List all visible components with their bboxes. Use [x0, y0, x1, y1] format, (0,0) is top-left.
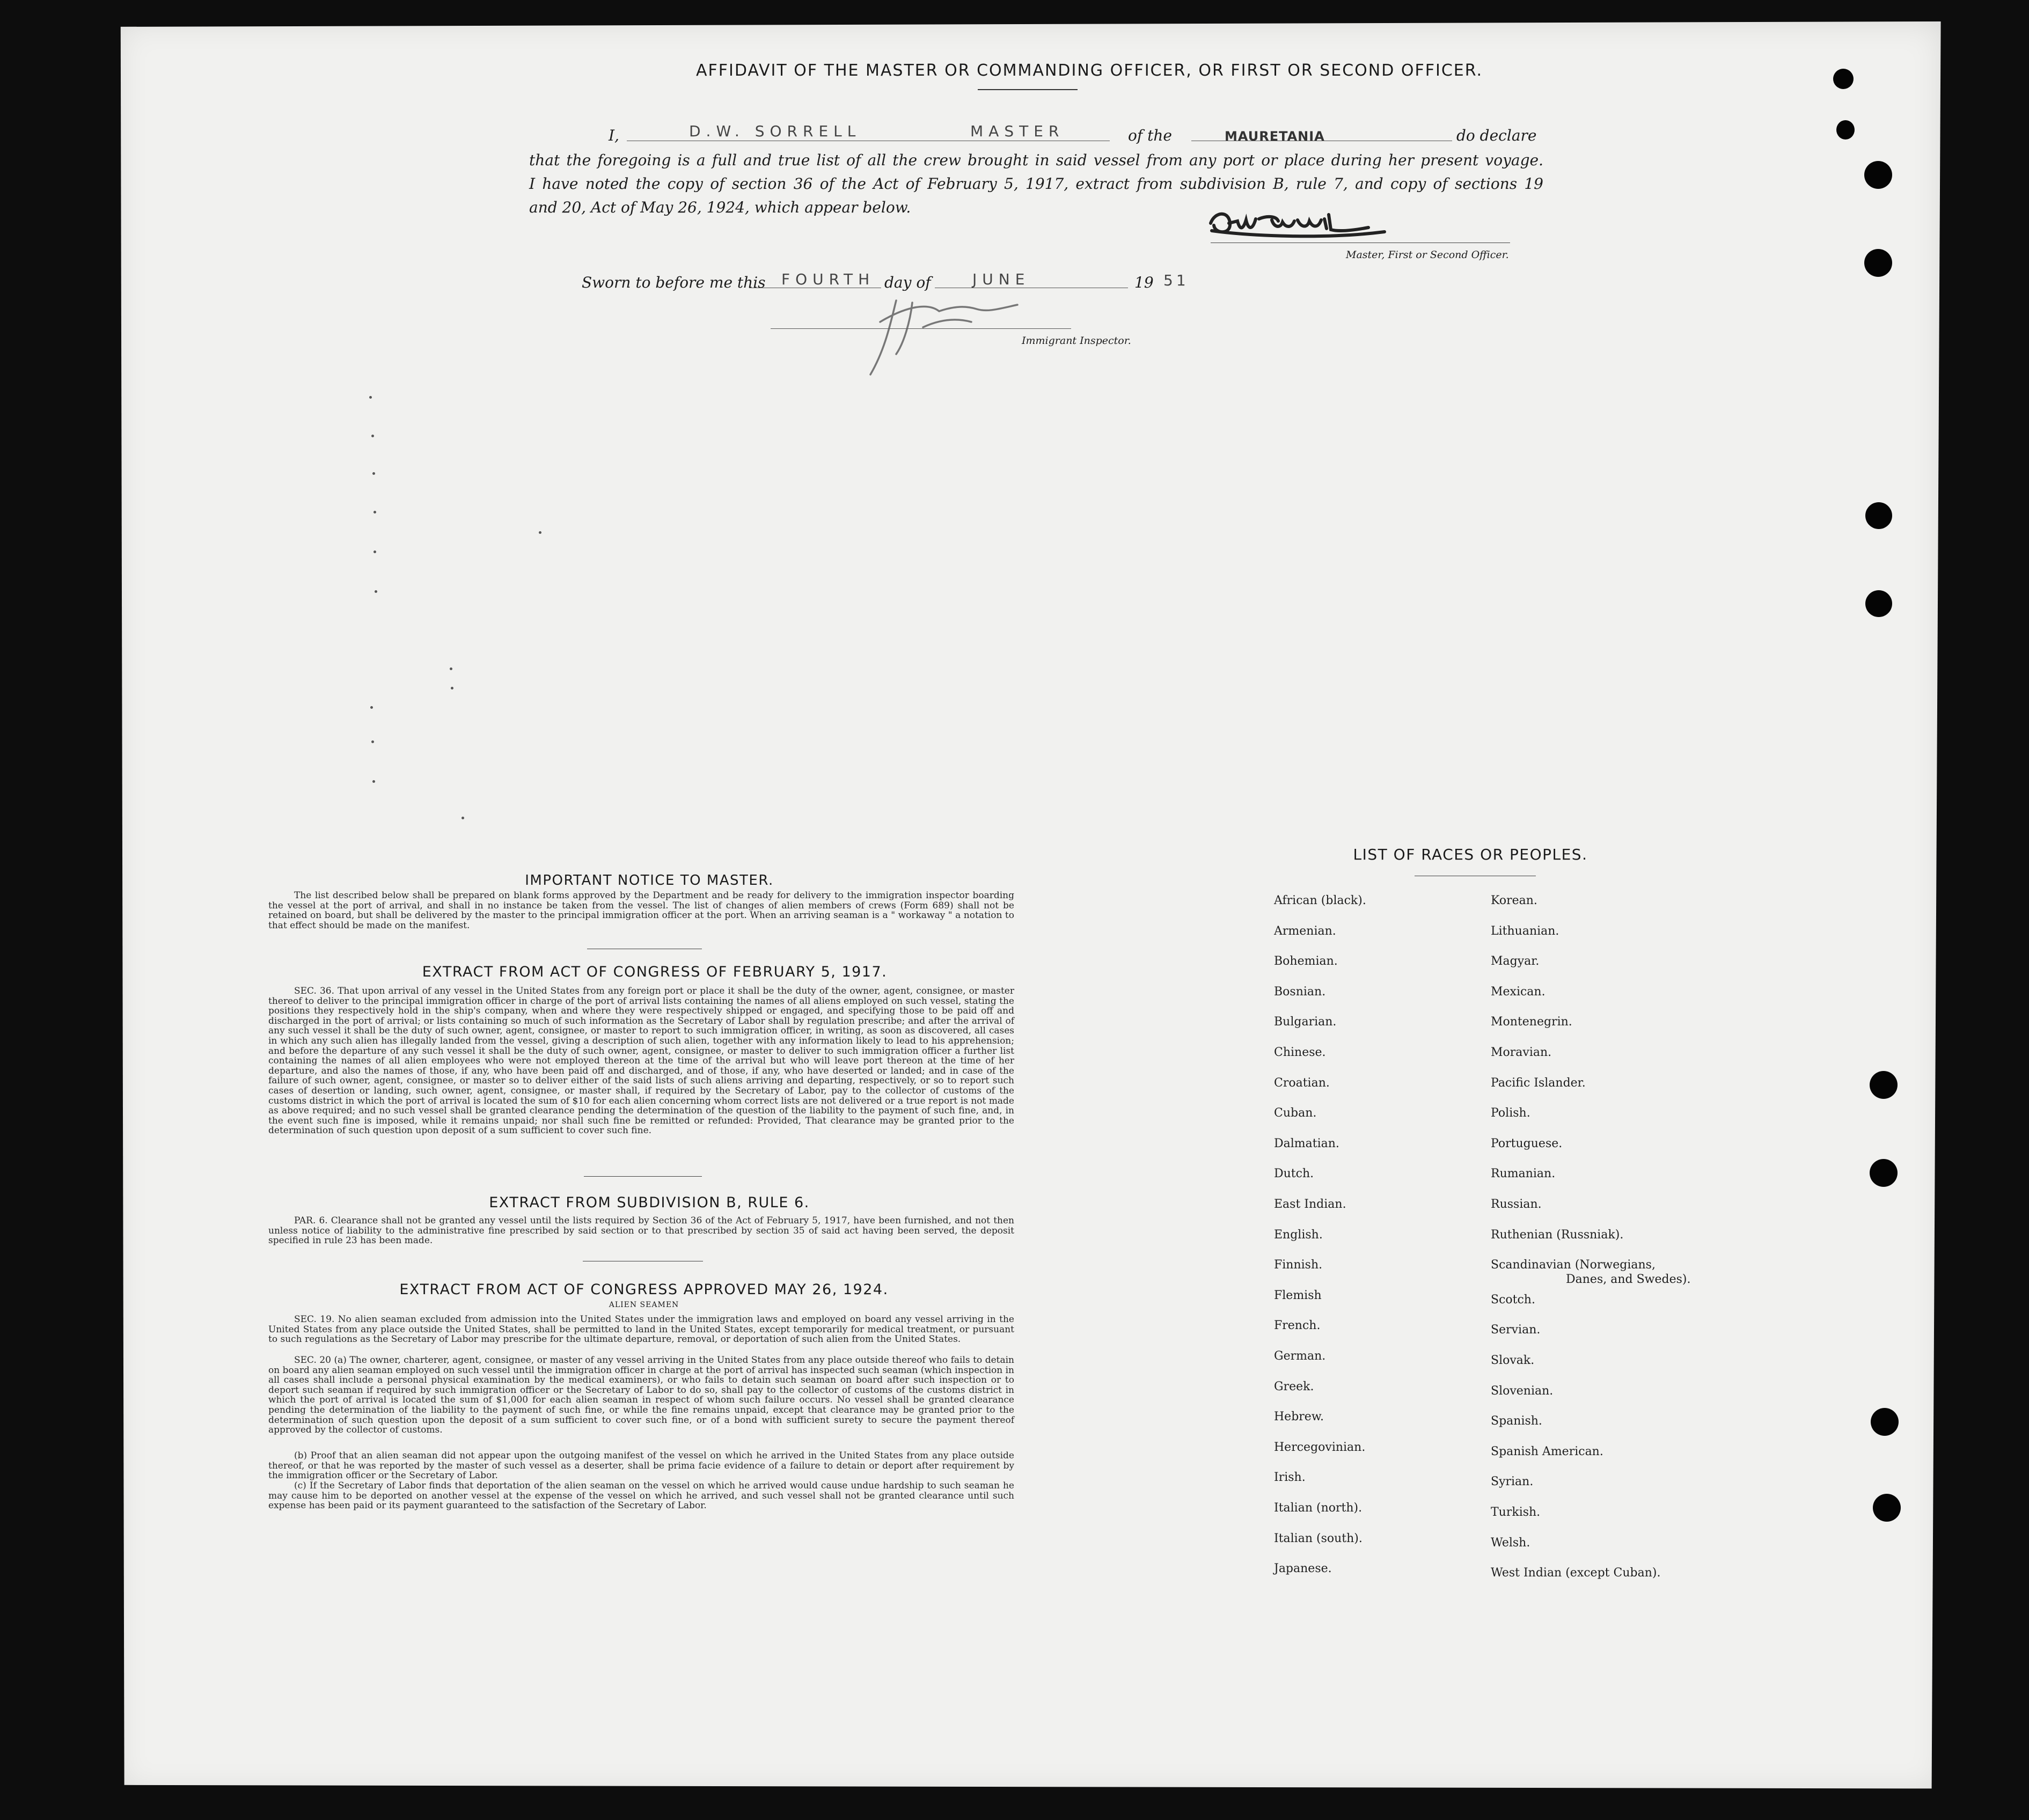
extract-1924-title: EXTRACT FROM ACT OF CONGRESS APPROVED MAY 26, 1924.: [399, 1281, 889, 1298]
race-item: Japanese.: [1274, 1562, 1332, 1575]
race-item: Welsh.: [1491, 1536, 1530, 1550]
notice-title: IMPORTANT NOTICE TO MASTER.: [525, 872, 774, 889]
race-item: Slovenian.: [1491, 1384, 1554, 1398]
race-item: Dalmatian.: [1274, 1137, 1339, 1150]
affidavit-line-3: I have noted the copy of section 36 of the Act of February 5, 1917, extract from subdivision B, rule 7, and copy of sections 19: [529, 175, 1543, 193]
year-suffix: 51: [1163, 271, 1189, 289]
extract-1917-divider: [584, 1176, 702, 1177]
race-item: Slovak.: [1491, 1354, 1535, 1367]
race-item: Russian.: [1491, 1198, 1542, 1211]
faint-dot: [372, 780, 375, 783]
sec20c-text: (c) If the Secretary of Labor finds that deportation of the alien seaman on the vessel on which he arrived would cause undue hardship to such seaman he may cause him to be deported on another vessel at the expense of the vessel on which he arrived, and such vessel shall not be granted clearance until such expense has been paid or its payment guaranteed to the satisfaction of the Secretary of Labor.: [268, 1480, 1014, 1511]
faint-dot: [373, 511, 376, 513]
faint-dot: [450, 667, 452, 670]
faint-dot: [539, 531, 541, 534]
faint-dot: [369, 396, 372, 399]
race-item: Mexican.: [1491, 985, 1545, 999]
year-prefix: 19: [1134, 274, 1154, 291]
race-item: Finnish.: [1274, 1258, 1323, 1272]
race-item: Bulgarian.: [1274, 1015, 1337, 1029]
master-rank: MASTER: [970, 122, 1065, 140]
race-item: Servian.: [1491, 1323, 1541, 1337]
sworn-label: Sworn to before me this: [582, 274, 766, 291]
sworn-day: FOURTH: [781, 270, 875, 288]
race-item: African (black).: [1274, 894, 1366, 907]
master-signature: [1207, 204, 1433, 247]
race-item: Greek.: [1274, 1380, 1314, 1393]
race-item: Portuguese.: [1491, 1137, 1563, 1150]
race-item: Magyar.: [1491, 955, 1540, 968]
punch-hole: [1865, 590, 1892, 617]
race-item: Bosnian.: [1274, 985, 1326, 999]
extract-1917-title: EXTRACT FROM ACT OF CONGRESS OF FEBRUARY 5, 1917.: [422, 964, 888, 980]
do-declare-label: do declare: [1456, 127, 1537, 144]
race-item: Spanish.: [1491, 1414, 1542, 1428]
notice-text: The list described below shall be prepared on blank forms approved by the Department and be ready for delivery to the immigration inspector boarding the vessel at the port of arrival, and shall in no instance be taken from the vessel. The list of changes of alien members of crews (Form 689) shall not be retained on board, but shall be delivered by the master to the principal immigration officer at the port. When an arriving seaman is a " workaway " a notation to that effect should be made on the manifest.: [268, 890, 1014, 931]
faint-dot: [373, 551, 376, 553]
punch-hole: [1864, 161, 1892, 189]
punch-hole: [1833, 69, 1854, 89]
title-divider: [978, 89, 1078, 90]
punch-hole: [1870, 1071, 1898, 1099]
race-item: Turkish.: [1491, 1506, 1541, 1519]
faint-dot: [372, 472, 375, 475]
race-item: Dutch.: [1274, 1167, 1314, 1180]
race-item: Irish.: [1274, 1471, 1306, 1484]
race-item: German.: [1274, 1349, 1326, 1363]
sec20b-text: (b) Proof that an alien seaman did not appear upon the outgoing manifest of the vessel on which he arrived in the United States from any place outside thereof, or that he was reported by the master of such vessel as a deserter, shall be prima facie evidence of a failure to detain or deport after requirement by the immigration officer or the Secretary of Labor.: [268, 1450, 1014, 1481]
race-item: Ruthenian (Russniak).: [1491, 1228, 1624, 1242]
race-item: Scotch.: [1491, 1293, 1535, 1307]
race-item: Italian (north).: [1274, 1501, 1363, 1515]
race-item: Korean.: [1491, 894, 1537, 907]
punch-hole: [1873, 1494, 1901, 1522]
race-item: Flemish: [1274, 1289, 1322, 1302]
extract-1917-text: SEC. 36. That upon arrival of any vessel in the United States from any foreign port or place it shall be the duty of the owner, agent, consignee, or master thereof to deliver to the principal immigration officer in charge of the port of arrival lists containing the names of all aliens employed on such vessel, stating the positions they respectively hold in the ship's company, when and where they were respectively shipped or engaged, and specifying those to be paid off and discharged in the port of arrival; or lists containing so much of such information as the Secretary of Labor shall by regulation prescribe; and after the arrival of any such vessel it shall be the duty of such owner, agent, consignee, or master to report to such immigration officer, in writing, as soon as discovered, all cases in which any such alien has illegally landed from the vessel, giving a description of such alien, together with any information likely to lead to his apprehension; and before the departure of any such vessel it shall be the duty of such owner, agent, consignee, or master to deliver to such immigration officer a further list containing the names of all alien employees who were not employed thereon at the time of the arrival but who will leave port thereon at the time of her departure, and also the names of those, if any, who have been paid off and discharged, and of those, if any, who have deserted or landed; and in case of the failure of such owner, agent, consignee, or master so to deliver either of the said lists of such aliens arriving and departing, respectively, or so to report such cases of desertion or landing, such owner, agent, consignee, or master shall, if required by the Secretary of Labor, pay to the collector of customs of the customs district in which the port of arrival is located the sum of $10 for each alien concerning whom correct lists are not delivered or a true report is not made as above required; and no such vessel shall be granted clearance pending the determination of the question of the liability to the payment of such fine, and, in the event such fine is imposed, while it remains unpaid; nor shall such fine be remitted or refunded: Provided, That clearance may be granted prior to the determination of such question upon deposit of a sum sufficient to cover such fine.: [268, 986, 1014, 1136]
affidavit-line-2: that the foregoing is a full and true list of all the crew brought in said vessel from any port or place during her present voyage.: [529, 151, 1543, 169]
alien-seamen-subtitle: ALIEN SEAMEN: [609, 1301, 679, 1309]
inspector-line: [771, 328, 1071, 329]
races-title: LIST OF RACES OR PEOPLES.: [1353, 846, 1588, 863]
race-item: French.: [1274, 1319, 1321, 1332]
day-of-label: day of: [884, 274, 931, 291]
faint-dot: [371, 740, 374, 743]
race-item: Lithuanian.: [1491, 924, 1559, 938]
affidavit-i-label: I,: [609, 127, 619, 144]
race-item: West Indian (except Cuban).: [1491, 1566, 1661, 1580]
sworn-month: JUNE: [972, 270, 1030, 288]
punch-hole: [1865, 502, 1892, 529]
race-item-continuation: Danes, and Swedes).: [1566, 1273, 1691, 1286]
race-item: Polish.: [1491, 1106, 1530, 1120]
master-name: D.W. SORRELL: [689, 122, 861, 140]
race-item: Moravian.: [1491, 1046, 1552, 1059]
race-item: Croatian.: [1274, 1076, 1330, 1090]
race-item: East Indian.: [1274, 1198, 1346, 1211]
race-item: Spanish American.: [1491, 1445, 1603, 1458]
race-item: Hercegovinian.: [1274, 1441, 1366, 1454]
race-item: Montenegrin.: [1491, 1015, 1572, 1029]
rule6-text: PAR. 6. Clearance shall not be granted any vessel until the lists required by Section 36 of the Act of February 5, 1917, have been furnished, and not then unless notice of liability to the administrative fine prescribed by said section or to that prescribed by section 35 of said act having been served, the deposit specified in rule 23 has been made.: [268, 1215, 1014, 1246]
faint-dot: [370, 706, 373, 709]
race-item: Armenian.: [1274, 924, 1336, 938]
race-item: Chinese.: [1274, 1046, 1326, 1059]
punch-hole: [1871, 1408, 1899, 1436]
punch-hole: [1836, 120, 1855, 140]
affidavit-line-4: and 20, Act of May 26, 1924, which appear below.: [529, 199, 911, 216]
faint-dot: [371, 435, 374, 437]
of-the-label: of the: [1128, 127, 1172, 144]
race-item: Syrian.: [1491, 1475, 1534, 1488]
rule6-title: EXTRACT FROM SUBDIVISION B, RULE 6.: [489, 1194, 810, 1211]
signature-caption: Master, First or Second Officer.: [1346, 249, 1509, 261]
race-item: Hebrew.: [1274, 1410, 1324, 1423]
faint-dot: [462, 817, 464, 819]
inspector-caption: Immigrant Inspector.: [1022, 335, 1131, 347]
race-item: English.: [1274, 1228, 1323, 1242]
race-item: Cuban.: [1274, 1106, 1317, 1120]
affidavit-title: AFFIDAVIT OF THE MASTER OR COMMANDING OFFICER, OR FIRST OR SECOND OFFICER.: [695, 61, 1483, 80]
faint-dot: [451, 687, 453, 689]
faint-dot: [375, 590, 377, 593]
punch-hole: [1870, 1159, 1898, 1187]
race-item: Bohemian.: [1274, 955, 1338, 968]
punch-hole: [1864, 249, 1892, 277]
race-item: Rumanian.: [1491, 1167, 1556, 1180]
race-item: Scandinavian (Norwegians,: [1491, 1258, 1656, 1272]
sec19-text: SEC. 19. No alien seaman excluded from admission into the United States under the immigration laws and employed on board any vessel arriving in the United States from any place outside the United States, shall be permitted to land in the United States, except temporarily for medical treatment, or pursuant to such regulations as the Secretary of Labor may prescribe for the ultimate departure, removal, or deportation of such alien from the United States.: [268, 1314, 1014, 1345]
vessel-name-stamp: MAURETANIA: [1225, 129, 1325, 144]
sec20a-text: SEC. 20 (a) The owner, charterer, agent, consignee, or master of any vessel arriving in the United States from any place outside thereof who fails to detain on board any alien seaman employed on such vessel until the immigration officer in charge at the port of arrival has inspected such seaman (which inspection in all cases shall include a personal physical examination by the medical examiners), or who fails to detain such seaman on board after such inspection or to deport such seaman if required by such immigration officer or the Secretary of Labor to do so, shall pay to the collector of customs of the customs district in which the port of arrival is located the sum of $1,000 for each alien seaman in respect of whom such failure occurs. No vessel shall be granted clearance pending the determination of the liability to the payment of such fine, or while the fine remains unpaid, except that clearance may be granted prior to the determination of such question upon the deposit of a sum sufficient to cover such fine, or of a bond with sufficient surety to secure the payment thereof approved by the collector of customs.: [268, 1355, 1014, 1436]
race-item: Italian (south).: [1274, 1532, 1363, 1545]
inspector-signature: [859, 290, 1030, 381]
race-item: Pacific Islander.: [1491, 1076, 1586, 1090]
